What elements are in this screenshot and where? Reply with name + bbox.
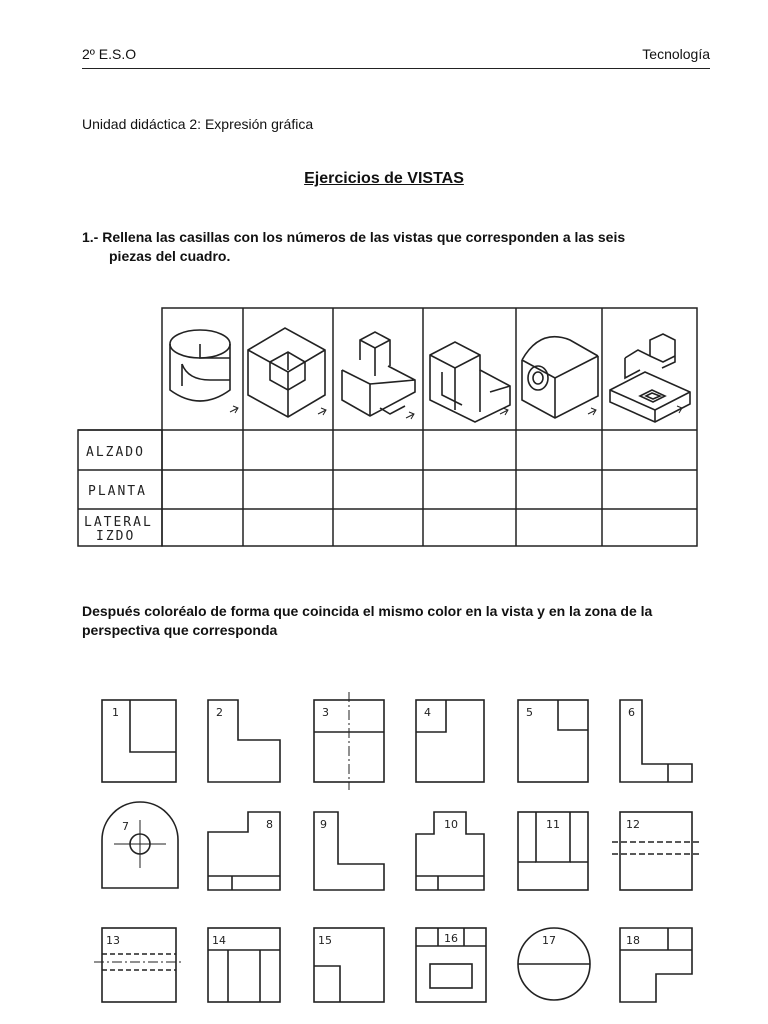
view-number-17: 17 <box>542 934 556 947</box>
piece-3-drawing <box>342 332 415 416</box>
view-number-1: 1 <box>112 706 119 719</box>
question-2: Después coloréalo de forma que coincida el mismo color en la vista y en la zona de la perspectiva que corresponda <box>82 603 653 638</box>
unit-title: Unidad didáctica 2: Expresión gráfica <box>82 116 314 132</box>
row-label-alzado: ALZADO <box>86 445 145 460</box>
view-number-18: 18 <box>626 934 640 947</box>
view-number-14: 14 <box>212 934 226 947</box>
view-number-3: 3 <box>322 706 329 719</box>
view-number-2: 2 <box>216 706 223 719</box>
view-number-13: 13 <box>106 934 120 947</box>
piece-1-drawing <box>170 330 230 401</box>
row-label-planta: PLANTA <box>88 484 147 499</box>
question-1-line2: piezas del cuadro. <box>109 248 231 264</box>
question-1 <box>82 228 722 266</box>
view-number-15: 15 <box>318 934 332 947</box>
piece-6-drawing <box>610 334 690 422</box>
view-number-10: 10 <box>444 818 458 831</box>
piece-4-drawing <box>430 342 510 422</box>
view-number-16: 16 <box>444 932 458 945</box>
question-1-number: 1.- <box>82 229 99 245</box>
exercise-table <box>70 300 710 558</box>
piece-2-drawing <box>248 328 325 417</box>
page-title: Ejercicios de VISTAS <box>304 170 464 187</box>
view-number-5: 5 <box>526 706 533 719</box>
view-number-9: 9 <box>320 818 327 831</box>
page-header <box>82 44 710 69</box>
view-number-4: 4 <box>424 706 431 719</box>
view-number-8: 8 <box>266 818 273 831</box>
subject-label: Tecnología <box>642 46 710 62</box>
course-label: 2º E.S.O <box>82 46 137 62</box>
view-number-12: 12 <box>626 818 640 831</box>
view-number-7: 7 <box>122 820 129 833</box>
piece-5-drawing <box>522 337 598 418</box>
row-label-lateral: LATERAL <box>84 515 153 530</box>
view-number-11: 11 <box>546 818 560 831</box>
view-number-6: 6 <box>628 706 635 719</box>
view-7 <box>102 802 178 888</box>
row-label-izdo: IZDO <box>96 529 136 544</box>
question-1-line1: Rellena las casillas con los números de las vistas que corresponden a las seis <box>102 229 626 245</box>
views-grid <box>88 688 708 1018</box>
